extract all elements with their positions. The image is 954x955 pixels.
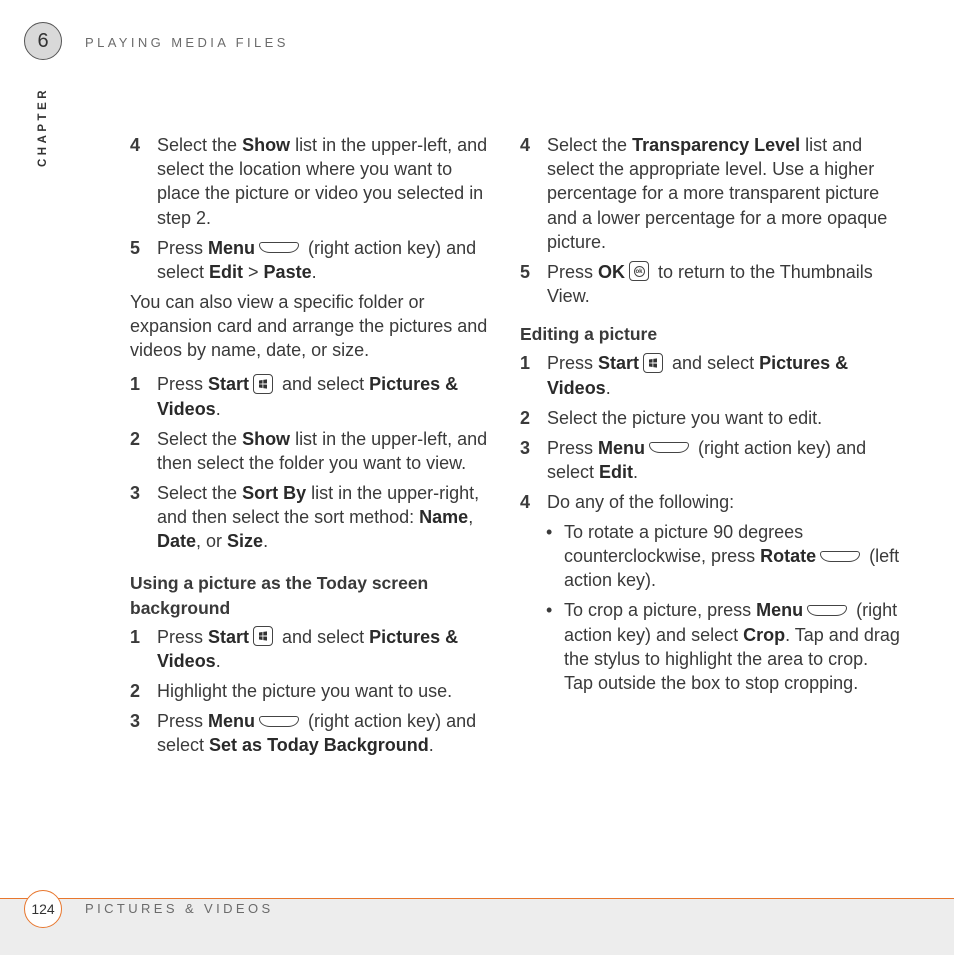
chapter-label-text: CHAPTER xyxy=(37,86,49,168)
step-number: 1 xyxy=(130,626,141,647)
step-text: Select the xyxy=(157,482,243,503)
step-text-bold: Pictures & Videos xyxy=(157,626,459,672)
step-text: list in the upper-left, and select the location where you want to place the picture or video you selected in step 2. xyxy=(157,135,488,228)
step-number: 4 xyxy=(130,135,141,155)
step-text: , or xyxy=(196,531,228,552)
page-number: 124 xyxy=(24,890,62,928)
right-action-key-icon xyxy=(259,242,299,253)
step-text-bold: Pictures & Videos xyxy=(547,353,849,398)
right-column xyxy=(520,133,900,701)
step-text: Press xyxy=(157,626,209,647)
step-1-start-pictures xyxy=(130,372,500,420)
right-action-key-icon xyxy=(649,442,689,453)
step-text-bold: Transparency Level xyxy=(632,135,801,155)
ok-glyph: ok xyxy=(634,266,645,277)
step-text-bold: Edit xyxy=(209,261,244,282)
step-text-bold: Name xyxy=(419,507,469,528)
step-text: To crop a picture, press xyxy=(564,600,757,621)
step-5-menu-paste xyxy=(130,236,500,284)
step-number: 1 xyxy=(130,374,141,395)
step-text: list and select the appropriate level. Use a higher percentage for a more transparent picture and a lower percentage for a more opaque picture. xyxy=(547,135,888,252)
step-text-bold: Rotate xyxy=(760,546,817,567)
step-text: Press xyxy=(547,437,599,458)
step-text: and select xyxy=(667,353,760,374)
step-3-menu-edit xyxy=(520,436,900,484)
step-text: , xyxy=(468,507,474,528)
bullet-crop xyxy=(520,598,900,695)
step-number: 2 xyxy=(130,428,141,449)
step-text: (right action key) and select xyxy=(564,600,898,645)
section-heading-today-background: Using a picture as the Today screen background xyxy=(130,573,429,618)
step-text: and select xyxy=(277,374,370,395)
step-text: Press xyxy=(547,261,599,282)
step-text: . xyxy=(263,531,269,552)
ok-button-icon xyxy=(629,261,649,281)
step-number: 3 xyxy=(130,711,141,732)
section-heading-editing-picture: Editing a picture xyxy=(520,324,658,345)
step-number: 5 xyxy=(130,237,141,258)
step-4-do-following xyxy=(520,490,900,514)
left-column xyxy=(130,133,500,763)
step-text: and select xyxy=(277,626,370,647)
chapter-number-badge: 6 xyxy=(24,22,62,60)
step-text-bold: Menu xyxy=(598,437,646,458)
left-action-key-icon xyxy=(820,551,860,562)
body-paragraph: You can also view a specific folder or expansion card and arrange the pictures and videos by name, date, or size. xyxy=(130,291,488,361)
bullet-dot: • xyxy=(546,521,553,542)
step-text: (right action key) and select xyxy=(157,237,477,282)
step-text: . xyxy=(428,735,434,756)
step-text: to return to the Thumbnails View. xyxy=(547,261,873,307)
step-text: list in the upper-right, and then select the sort method: xyxy=(157,482,480,528)
footer-section-title: PICTURES & VIDEOS xyxy=(85,901,274,916)
step-2-select-folder xyxy=(130,427,500,475)
step-text: Do any of the following: xyxy=(547,491,735,512)
step-text: . xyxy=(605,377,611,398)
step-number: 2 xyxy=(130,681,141,702)
step-3-set-today-background xyxy=(130,709,500,757)
step-4-select-show xyxy=(130,133,500,230)
step-text-bold: Crop xyxy=(743,624,786,645)
step-number: 2 xyxy=(520,407,531,428)
step-text-bold: Sort By xyxy=(242,482,307,503)
step-text: (right action key) and select xyxy=(157,711,477,756)
step-2-highlight-picture xyxy=(130,679,500,703)
step-text: . Tap and drag the stylus to highlight the area to crop. Tap outside the box to stop cropping. xyxy=(564,624,900,694)
step-text: Press xyxy=(157,374,209,395)
step-text-bold: Start xyxy=(598,353,640,374)
step-text: list in the upper-left, and then select the folder you want to view. xyxy=(157,428,488,473)
step-text-bold: Size xyxy=(227,531,264,552)
bullet-dot: • xyxy=(546,600,553,621)
step-2-select-picture xyxy=(520,406,900,430)
step-text: (left action key). xyxy=(564,546,900,591)
step-text-bold: Start xyxy=(208,374,250,395)
step-text-bold: Show xyxy=(242,135,291,155)
step-text-bold: Pictures & Videos xyxy=(157,374,459,419)
step-text: > xyxy=(243,261,264,282)
step-text-bold: Show xyxy=(242,428,291,449)
step-number: 3 xyxy=(130,482,141,503)
step-3-sort-by xyxy=(130,481,500,554)
step-text: Highlight the picture you want to use. xyxy=(157,681,453,702)
step-text-bold: OK xyxy=(598,261,626,282)
step-text: . xyxy=(215,398,221,419)
right-action-key-icon xyxy=(259,716,299,727)
step-text: Press xyxy=(157,711,209,732)
windows-start-icon xyxy=(253,374,273,394)
step-text: Select the picture you want to edit. xyxy=(547,407,823,428)
step-text-bold: Edit xyxy=(599,461,634,482)
bullet-rotate xyxy=(520,520,900,593)
step-text: Select the xyxy=(157,135,243,155)
step-1-start-pictures xyxy=(130,625,500,673)
step-1-start-pictures xyxy=(520,351,900,399)
windows-start-icon xyxy=(643,353,663,373)
chapter-label xyxy=(36,82,50,172)
step-text: (right action key) and select xyxy=(547,437,867,482)
step-text-bold: Set as Today Background xyxy=(209,735,429,756)
step-number: 1 xyxy=(520,353,531,374)
step-number: 3 xyxy=(520,437,531,458)
step-text: To rotate a picture 90 degrees counterclockwise, press xyxy=(564,521,804,567)
step-text-bold: Menu xyxy=(756,600,804,621)
step-number: 5 xyxy=(520,261,531,282)
step-text-bold: Menu xyxy=(208,711,256,732)
step-text: . xyxy=(633,461,639,482)
step-number: 4 xyxy=(520,135,531,155)
step-text: . xyxy=(215,651,221,672)
step-text: . xyxy=(311,261,317,282)
step-text: Select the xyxy=(157,428,243,449)
step-text: Press xyxy=(547,353,599,374)
step-text: Press xyxy=(157,237,209,258)
step-text-bold: Start xyxy=(208,626,250,647)
right-action-key-icon xyxy=(807,605,847,616)
step-number: 4 xyxy=(520,491,531,512)
step-4-transparency xyxy=(520,133,900,254)
step-text: Select the xyxy=(547,135,633,155)
step-text-bold: Date xyxy=(157,531,197,552)
step-5-press-ok xyxy=(520,260,900,308)
step-text-bold: Paste xyxy=(263,261,312,282)
windows-start-icon xyxy=(253,626,273,646)
running-head: PLAYING MEDIA FILES xyxy=(85,35,289,50)
step-text-bold: Menu xyxy=(208,237,256,258)
